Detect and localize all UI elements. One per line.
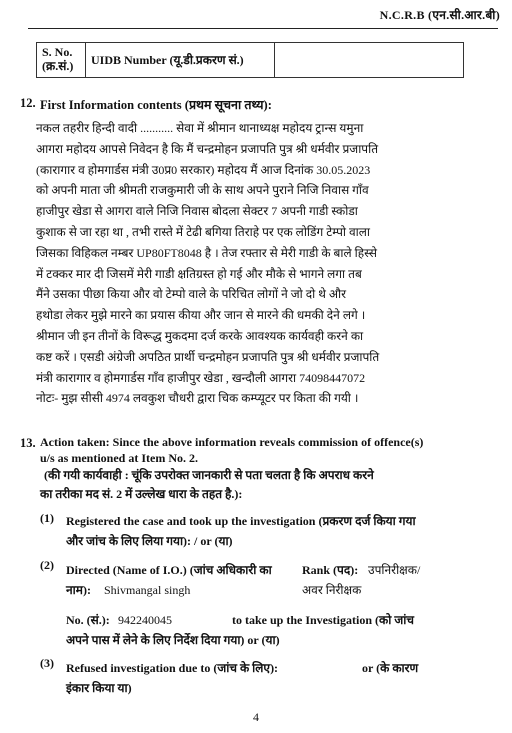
item-2-number: (2) — [40, 558, 54, 572]
section-12-number: 12. — [20, 96, 36, 110]
item-2-no-label: No. (सं.): — [66, 613, 110, 627]
header-org: N.C.R.B (एन.सी.आर.बी) — [379, 8, 500, 22]
fir-line: में टक्कर मार दी जिसमें मेरी गाडी क्षतिग्रस्त हो गई और मौके से भागने लगा तब — [36, 266, 362, 281]
item-2-name-label: नाम): — [66, 583, 91, 597]
sno-hindi-label: (क्र.सं.) — [42, 59, 74, 73]
item-1-line2: और जांच के लिए लिया गया): / or (या) — [66, 534, 233, 548]
section-13-title-line1: Action taken: Since the above information reveals commission of offence(s) — [40, 435, 424, 449]
item-3-line2: इंकार किया या) — [66, 681, 132, 695]
fir-line: श्रीमान जी इन तीनों के विरूद्ध मुकदमा दर्ज करके आवश्यक कार्यवही करने का — [36, 328, 364, 343]
section-13-hindi-line2: का तरीका मद सं. 2 में उल्लेख धारा के तहत है.): — [40, 487, 243, 501]
section-12-title: First Information contents (प्रथम सूचना तथ्य): — [40, 98, 272, 112]
uidb-value — [275, 43, 464, 78]
fir-line: नोटः- मुझ सीसी 4974 लवकुश चौधरी द्वारा चिक कम्प्यूटर पर किता की गयी । — [36, 391, 359, 406]
header-divider — [28, 28, 498, 29]
item-2-take-up-line1: to take up the Investigation (को जांच — [232, 613, 414, 627]
item-2-rank-label: Rank (पद): — [302, 563, 359, 577]
fir-line: आगरा महोदय आपसे निवेदन है कि मैं चन्द्रमोहन प्रजापति पुत्र श्री धर्मवीर प्रजापति — [36, 141, 379, 156]
fir-line: को अपनी माता जी श्रीमती राजकुमारी जी के साथ अपने पुराने निजि निवास गाँव — [36, 183, 369, 198]
uidb-table — [36, 42, 464, 78]
fir-line: मैंने उसका पीछा किया और वो टेम्पो वाले के परिचित लोगों ने जो दो थे और — [36, 287, 347, 302]
io-name-value: Shivmangal singh — [104, 583, 191, 597]
fir-line: (कारागार व होमगार्डस मंत्री उ0प्र0 सरकार) महोदय मैं आज दिनांक 30.05.2023 — [36, 162, 371, 177]
sno-label: S. No. — [42, 45, 73, 59]
io-number-value: 942240045 — [118, 613, 172, 627]
item-3-line1: Refused investigation due to (जांच के लिए): — [66, 661, 279, 675]
fir-line: नकल तहरीर हिन्दी वादी ........... सेवा में श्रीमान थानाध्यक्ष महोदय ट्रान्स यमुना — [36, 121, 364, 135]
rank-value-line1: उपनिरीक्षक/ — [368, 563, 421, 577]
fir-line: हाजीपुर खेडा से आगरा वाले निजि निवास बोदला सेक्टर 7 अपनी गाडी स्कोडा — [36, 204, 358, 219]
item-2-take-up-line2: अपने पास में लेने के लिए निर्देश दिया गया) or (या) — [66, 633, 280, 647]
item-1-number: (1) — [40, 511, 54, 525]
item-3-or-label: or (के कारण — [362, 661, 419, 675]
section-13-number: 13. — [20, 436, 36, 450]
item-3-number: (3) — [40, 656, 54, 670]
page-number: 4 — [253, 710, 259, 724]
section-13-hindi-line1: (की गयी कार्यवाही : चूंकि उपरोक्त जानकारी से पता चलता है कि अपराध करने — [44, 468, 374, 482]
sno-cell — [37, 43, 86, 78]
uidb-label: UIDB Number (यू.डी.प्रकरण सं.) — [86, 43, 275, 78]
item-2-directed-label: Directed (Name of I.O.) (जांच अधिकारी का — [66, 563, 272, 577]
fir-line: कष्ट करें । एसडी अंग्रेजी अपठित प्रार्थी चन्द्रमोहन प्रजापति पुत्र श्री धर्मवीर प्रजापति — [36, 349, 380, 364]
fir-line: कुशाक से जा रहा था , तभी रास्ते में टेढी बगिया तिराहे पर एक लोडिंग टेम्पो वाला — [36, 224, 371, 239]
fir-contents — [36, 118, 501, 409]
item-1-line1: Registered the case and took up the investigation (प्रकरण दर्ज किया गया — [66, 514, 416, 528]
fir-line: मंत्री कारागार व होमगार्डस गाँव हाजीपुर खेडा , खन्दौली आगरा 74098447072 — [36, 370, 366, 385]
fir-line: जिसका विहिकल नम्बर UP80FT8048 है । तेज रफ्तार से मेरी गाडी के बाले हिस्से — [36, 245, 378, 260]
rank-value-line2: अवर निरीक्षक — [302, 583, 362, 597]
fir-line: हथोडा लेकर मुझे मारने का प्रयास कीया और जान से मारने की धमकी देने लगे । — [36, 308, 366, 323]
section-13-title-line2: u/s as mentioned at Item No. 2. — [40, 451, 198, 465]
